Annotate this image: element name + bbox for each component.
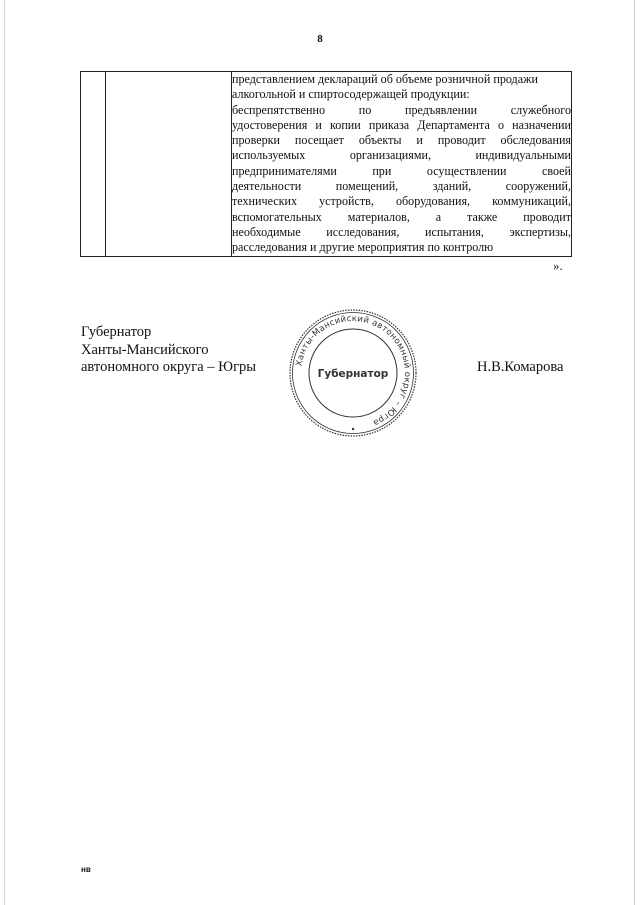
page-number: 8: [317, 33, 323, 45]
text-line: расследования и другие мероприятия по контролю: [232, 240, 494, 255]
text-line: необходимые исследования, испытания, экспертизы,: [232, 224, 571, 239]
governor-title-line: автономного округа – Югры: [81, 359, 257, 376]
closing-quote: ».: [553, 258, 563, 273]
page-edge-left: [4, 0, 5, 905]
governor-title: [81, 324, 256, 377]
signer-name: Н.В.Комарова: [477, 359, 564, 375]
table-cell-text: [232, 72, 572, 257]
text-line: технических устройств, оборудования, коммуникаций,: [232, 194, 571, 209]
content-table: [80, 71, 572, 257]
text-line: деятельности помещений, зданий, сооружений,: [232, 179, 571, 194]
table-row: [81, 72, 572, 257]
seal-graphic: [287, 307, 419, 439]
text-line: предпринимателями при осуществлении своей: [232, 163, 571, 178]
table-cell-number: [81, 72, 106, 257]
governor-title-line: Ханты-Мансийского: [81, 341, 209, 358]
governor-title-line: Губернатор: [81, 324, 152, 340]
seal-ring-textpath: Ханты-Мансийский автономный округ – Югра: [294, 313, 413, 428]
text-line: беспрепятственно по предъявлении служебного: [232, 102, 571, 117]
text-line: используемых организациями, индивидуальными: [232, 148, 571, 163]
text-line: проверки посещает объекты и проводит обследования: [232, 133, 571, 148]
seal-center-text: Губернатор: [317, 368, 389, 380]
text-line: представлением деклараций об объеме розничной продажи: [232, 72, 538, 86]
text-line: удостоверения и копии приказа Департамента о назначении: [232, 117, 571, 132]
official-seal: [287, 307, 419, 439]
text-line: вспомогательных материалов, а также проводит: [232, 209, 571, 224]
seal-star: [352, 428, 354, 430]
footer-initials: нв: [81, 865, 91, 874]
table-cell-subject: [106, 72, 232, 257]
page-edge-right: [634, 0, 635, 905]
text-line: алкогольной и спиртосодержащей продукции:: [232, 87, 470, 102]
